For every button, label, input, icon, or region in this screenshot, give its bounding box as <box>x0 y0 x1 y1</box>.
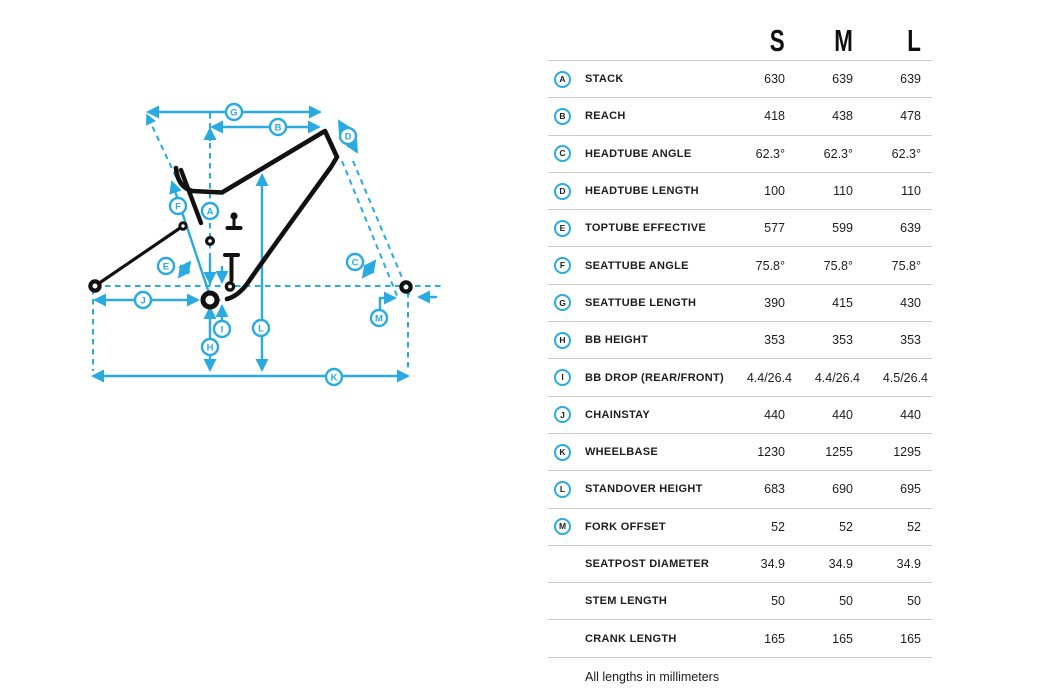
row-letter-badge <box>554 294 571 311</box>
diagram-badge-J <box>135 292 151 308</box>
row-label: STACK <box>585 73 624 86</box>
row-letter-badge <box>554 332 571 349</box>
row-label: SEATTUBE LENGTH <box>585 296 697 309</box>
svg-text:G: G <box>230 107 238 119</box>
diagram-badge-B <box>270 119 286 135</box>
bike-frame <box>90 131 410 307</box>
table-row <box>548 61 932 98</box>
row-letter-badge <box>554 220 571 237</box>
steering-axis-line <box>342 161 398 298</box>
row-label: STANDOVER HEIGHT <box>585 483 703 496</box>
table-row <box>548 471 932 508</box>
row-letter-badge <box>554 71 571 88</box>
row-label: SEATTUBE ANGLE <box>585 259 689 272</box>
diagram-badge-D <box>340 128 356 144</box>
svg-text:D: D <box>344 131 352 143</box>
row-value-l: 1295 <box>893 445 921 460</box>
row-value-s: 50 <box>771 594 785 609</box>
row-value-s: 52 <box>771 519 785 534</box>
svg-text:B: B <box>274 122 282 134</box>
row-value-s: 100 <box>764 184 785 199</box>
row-letter-badge <box>554 481 571 498</box>
row-label: BB DROP (REAR/FRONT) <box>585 371 725 384</box>
svg-text:M: M <box>375 313 383 325</box>
svg-text:E: E <box>162 261 170 273</box>
diagram-badge-M <box>371 310 387 326</box>
table-body <box>548 61 932 658</box>
row-value-m: 690 <box>832 482 853 497</box>
row-letter-badge <box>554 518 571 535</box>
table-row <box>548 620 932 657</box>
row-value-s: 75.8° <box>755 258 785 273</box>
row-value-l: 430 <box>900 295 921 310</box>
row-letter: L <box>559 484 566 495</box>
diagram-badge-C <box>347 254 363 270</box>
row-label: HEADTUBE LENGTH <box>585 185 699 198</box>
table-row <box>548 546 932 583</box>
table-row <box>548 509 932 546</box>
table-row <box>548 247 932 284</box>
row-value-l: 50 <box>907 594 921 609</box>
column-header-l: L <box>907 23 921 58</box>
row-value-m: 52 <box>839 519 853 534</box>
diagram-badge-L <box>253 320 269 336</box>
row-value-l: 639 <box>900 72 921 87</box>
row-value-l: 110 <box>901 184 921 199</box>
row-value-s: 353 <box>764 333 785 348</box>
row-value-l: 165 <box>900 631 921 646</box>
table-row <box>548 210 932 247</box>
row-label: CHAINSTAY <box>585 408 651 421</box>
dim-E-toptube <box>179 262 190 277</box>
diagram-badge-K <box>326 369 342 385</box>
row-letter: K <box>559 446 566 457</box>
row-letter: D <box>559 185 566 196</box>
bottom-bracket <box>203 293 217 307</box>
row-value-l: 34.9 <box>896 557 921 571</box>
row-value-m: 165 <box>832 631 853 646</box>
row-letter: C <box>559 148 566 159</box>
svg-text:J: J <box>140 295 146 307</box>
row-value-s: 418 <box>764 109 785 124</box>
row-letter-badge <box>554 444 571 461</box>
row-label: WHEELBASE <box>585 446 658 459</box>
diagram-badge-I <box>214 321 230 337</box>
fork-axle-line <box>353 161 411 299</box>
row-letter: A <box>559 73 566 84</box>
diagram-badge-A <box>202 203 218 219</box>
row-value-s: 165 <box>764 631 785 646</box>
diagram-badge-E <box>158 258 174 274</box>
row-value-m: 639 <box>832 72 853 87</box>
row-value-s: 1230 <box>757 445 785 460</box>
row-value-s: 630 <box>764 72 785 87</box>
svg-text:C: C <box>351 257 359 269</box>
front-axle <box>401 282 410 291</box>
column-header-s: S <box>770 23 785 58</box>
row-value-m: 1255 <box>825 445 853 460</box>
row-label: SEATPOST DIAMETER <box>585 558 710 570</box>
seatpost-icon <box>225 255 238 290</box>
svg-text:A: A <box>206 206 214 218</box>
row-value-m: 415 <box>832 295 853 310</box>
row-letter: J <box>560 409 565 420</box>
row-letter: G <box>559 297 566 308</box>
table-row <box>548 359 932 396</box>
row-letter: F <box>559 260 566 271</box>
row-value-l: 52 <box>907 519 921 534</box>
row-letter-badge <box>554 183 571 200</box>
row-label: HEADTUBE ANGLE <box>585 147 692 160</box>
table-footnote: All lengths in millimeters <box>585 669 720 684</box>
column-header-m: M <box>834 23 853 58</box>
row-letter-badge <box>554 369 571 386</box>
svg-text:F: F <box>175 201 181 213</box>
svg-text:K: K <box>330 372 338 384</box>
row-value-m: 50 <box>839 594 853 609</box>
diagram-badge-G <box>226 104 242 120</box>
dim-C-headtube-angle <box>363 261 375 277</box>
row-value-m: 62.3° <box>823 146 853 161</box>
table-row <box>548 173 932 210</box>
svg-text:I: I <box>220 324 224 336</box>
row-value-l: 4.5/26.4 <box>882 370 929 385</box>
table-row <box>548 434 932 471</box>
row-value-m: 34.9 <box>828 557 853 571</box>
row-letter-badge <box>554 406 571 423</box>
row-value-l: 353 <box>900 333 921 348</box>
row-value-l: 695 <box>900 482 921 497</box>
seattube-axis-extension <box>147 115 176 177</box>
saddle-icon <box>228 212 241 228</box>
row-value-s: 577 <box>764 221 785 236</box>
table-row <box>548 98 932 135</box>
row-label: TOPTUBE EFFECTIVE <box>585 222 707 235</box>
row-value-m: 438 <box>832 109 853 124</box>
row-letter: B <box>559 111 566 122</box>
table-row <box>548 285 932 322</box>
seatstay-pivot <box>180 223 186 229</box>
table-row <box>548 322 932 359</box>
row-letter: H <box>559 334 566 345</box>
row-value-s: 390 <box>764 295 785 310</box>
table-row <box>548 136 932 173</box>
svg-text:L: L <box>258 323 264 335</box>
dimension-arrows <box>93 112 437 376</box>
diagram-badge-H <box>202 339 218 355</box>
row-letter: M <box>558 521 567 532</box>
row-label: BB HEIGHT <box>585 334 649 347</box>
row-letter: I <box>561 372 564 383</box>
svg-text:H: H <box>206 342 214 354</box>
row-value-l: 75.8° <box>891 258 921 273</box>
row-value-m: 110 <box>833 184 853 199</box>
row-label: CRANK LENGTH <box>585 632 677 645</box>
row-value-l: 478 <box>900 109 921 124</box>
row-value-m: 353 <box>832 333 853 348</box>
row-value-m: 440 <box>832 407 853 422</box>
table-row <box>548 397 932 434</box>
row-value-s: 440 <box>764 407 785 422</box>
row-label: STEM LENGTH <box>585 595 668 608</box>
row-value-s: 683 <box>764 482 785 497</box>
row-letter-badge <box>554 145 571 162</box>
geometry-table <box>548 0 932 684</box>
table-header <box>548 0 932 61</box>
table-row <box>548 583 932 620</box>
row-value-s: 4.4/26.4 <box>746 370 793 385</box>
row-letter: E <box>559 223 566 234</box>
row-value-s: 34.9 <box>760 557 785 571</box>
row-label: REACH <box>585 110 626 123</box>
row-value-l: 62.3° <box>891 146 921 161</box>
row-value-l: 440 <box>900 407 921 422</box>
row-value-m: 4.4/26.4 <box>814 370 861 385</box>
diagram-badge-F <box>170 198 186 214</box>
row-label: FORK OFFSET <box>585 520 666 533</box>
row-value-l: 639 <box>900 221 921 236</box>
row-value-m: 75.8° <box>823 258 853 273</box>
rear-axle <box>90 281 99 290</box>
seat-stay <box>95 226 183 286</box>
row-value-m: 599 <box>832 221 853 236</box>
row-value-s: 62.3° <box>755 146 785 161</box>
row-letter-badge <box>554 257 571 274</box>
frame-pivot-dot <box>207 238 214 245</box>
row-letter-badge <box>554 108 571 125</box>
